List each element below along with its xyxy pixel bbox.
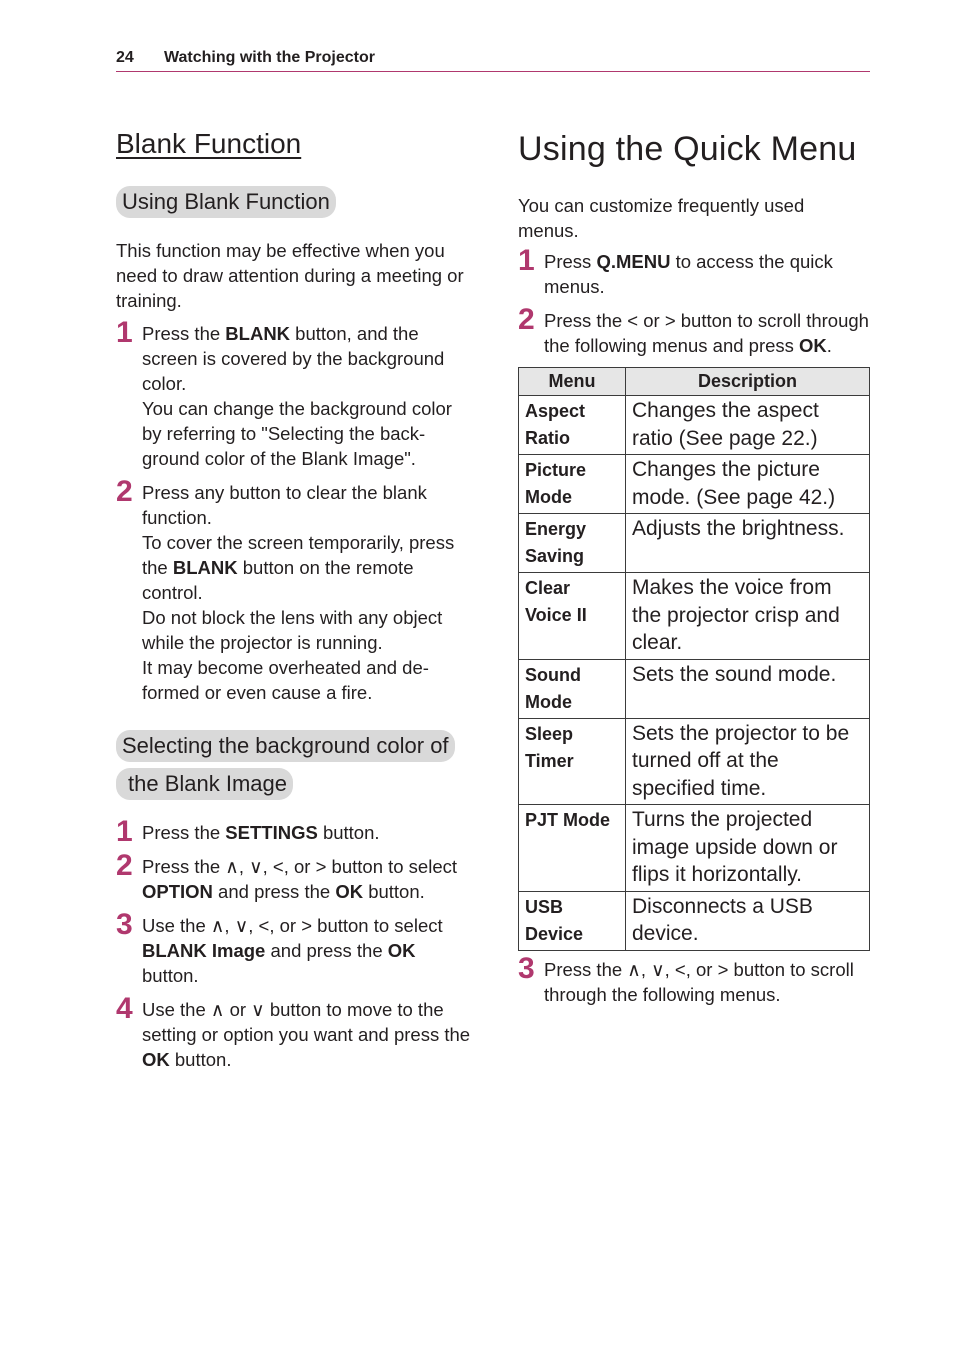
step-item [116, 316, 476, 471]
step-number: 1 [116, 316, 133, 349]
step-text: Press the ∧, ∨, <, or > button to scroll through the following menus. [544, 958, 854, 1005]
left-column [116, 128, 476, 1081]
step-item: 2 Press the ∧, ∨, <, or > button to select OPTION and press the OK button. [116, 849, 458, 902]
menu-cell: Sleep Timer [519, 718, 626, 805]
step-number: 2 [116, 475, 133, 508]
menu-cell: Picture Mode [519, 455, 626, 514]
quick-menu-heading: Using the Quick Menu [518, 130, 857, 168]
table-row [519, 455, 870, 514]
description-cell: Disconnects a USB device. [626, 891, 870, 950]
step-item: 2 Press the < or > button to scroll through the following menus and press OK. [518, 303, 869, 356]
step-line: Press the BLANK button, and the screen is covered by the background color. [142, 323, 445, 394]
column-header-menu: Menu [519, 368, 626, 396]
menu-cell: Aspect Ratio [519, 396, 626, 455]
step-item: 4 Use the ∧ or ∨ button to move to the setting or option you want and press the OK button. [116, 992, 471, 1070]
page-header [116, 47, 870, 72]
menu-cell: Sound Mode [519, 659, 626, 718]
table-row [519, 396, 870, 455]
table-row [519, 659, 870, 718]
step-number: 2 [116, 849, 133, 882]
step-number: 3 [116, 908, 133, 941]
step-number: 3 [518, 951, 535, 985]
step-item [518, 951, 870, 1007]
subheading-using-blank [116, 186, 476, 224]
step-number: 4 [116, 992, 133, 1025]
step-line: Do not block the lens with any object while the projector is running. [142, 607, 443, 653]
description-cell: Adjusts the brightness. [626, 514, 870, 573]
blank-function-heading: Blank Function [116, 128, 302, 159]
quick-menu-steps [518, 244, 870, 358]
subheading-pill: Using Blank Function [116, 186, 336, 218]
table-row [519, 573, 870, 660]
section-title: Watching with the Projector [164, 49, 375, 66]
table-row [519, 805, 870, 892]
step-number: 1 [116, 815, 133, 848]
description-cell: Changes the picture mode. (See page 42.) [626, 455, 870, 514]
page-number: 24 [116, 49, 134, 66]
step-item [116, 475, 476, 705]
table-header-row [519, 368, 870, 396]
menu-cell: USB Device [519, 891, 626, 950]
blank-steps [116, 316, 476, 705]
table-row [519, 514, 870, 573]
description-cell: Turns the projected image upside down or flips it horizontally. [626, 805, 870, 892]
step-line: Press any button to clear the blank function. [142, 482, 427, 528]
bg-color-steps [116, 815, 476, 1072]
step-number: 2 [518, 303, 535, 336]
description-cell: Sets the sound mode. [626, 659, 870, 718]
step-item: 3 Use the ∧, ∨, <, or > button to select BLANK Image and press the OK button. [116, 908, 443, 986]
subheading-selecting-bg [116, 730, 476, 806]
table-row [519, 891, 870, 950]
step-item: 1 Press the SETTINGS button. [116, 815, 380, 848]
menu-cell: PJT Mode [519, 805, 626, 892]
step-item: 1 Press Q.MENU to access the quick menus. [518, 244, 833, 297]
right-column [518, 128, 870, 1016]
quick-menu-table [518, 367, 870, 951]
table-row [519, 718, 870, 805]
step-line: You can change the background color by referring to "Selecting the back-ground color of the Blank Image". [142, 398, 452, 469]
step-number: 1 [518, 244, 535, 277]
column-header-description: Description [626, 368, 870, 396]
quick-menu-step-3 [518, 951, 870, 1007]
intro-text: This function may be effective when you need to draw attention during a meeting or training. [116, 240, 464, 311]
menu-cell: Energy Saving [519, 514, 626, 573]
subheading-pill-line1: Selecting the background color of [116, 730, 455, 762]
description-cell: Sets the projector to be turned off at the specified time. [626, 718, 870, 805]
description-cell: Makes the voice from the projector crisp and clear. [626, 573, 870, 660]
step-line: It may become overheated and de-formed or even cause a fire. [142, 657, 429, 703]
menu-cell: Clear Voice II [519, 573, 626, 660]
subheading-pill-line2: the Blank Image [116, 768, 293, 800]
quick-menu-intro: You can customize frequently used menus. [518, 195, 805, 241]
step-line: To cover the screen temporarily, press the BLANK button on the remote control. [142, 532, 455, 603]
description-cell: Changes the aspect ratio (See page 22.) [626, 396, 870, 455]
